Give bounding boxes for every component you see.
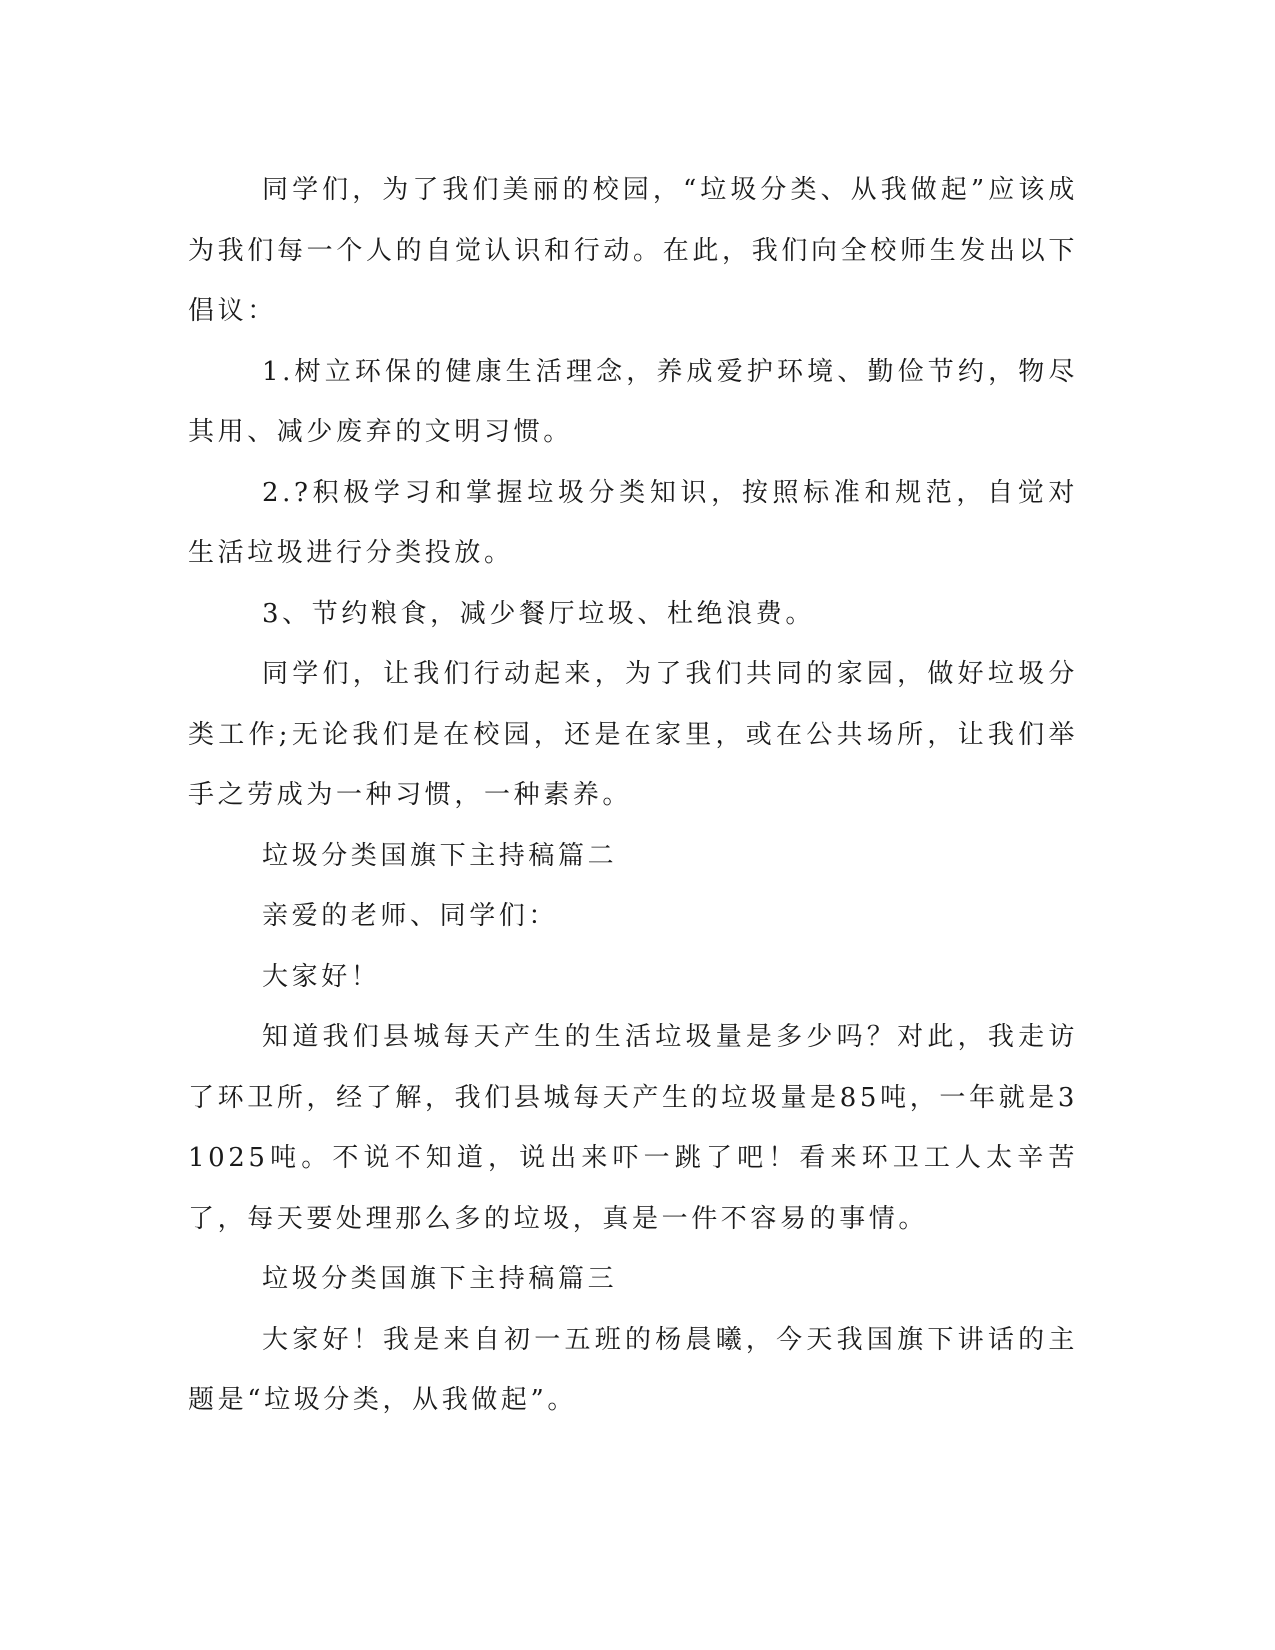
- paragraph-item-1: 1.树立环保的健康生活理念，养成爱护环境、勤俭节约，物尽其用、减少废弃的文明习惯。: [188, 356, 1078, 447]
- paragraph-call-to-action: 同学们，让我们行动起来，为了我们共同的家园，做好垃圾分类工作;无论我们是在校园，还是在家里，或在公共场所，让我们举手之劳成为一种习惯，一种素养。: [188, 659, 1078, 810]
- paragraph-intro: 同学们，为了我们美丽的校园，“垃圾分类、从我做起”应该成为我们每一个人的自觉认识和行动。在此，我们向全校师生发出以下倡议：: [188, 175, 1078, 326]
- paragraph-statistics: 知道我们县城每天产生的生活垃圾量是多少吗？对此，我走访了环卫所，经了解，我们县城每天产生的垃圾量是85吨，一年就是31025吨。不说不知道，说出来吓一跳了吧！看来环卫工人太辛苦了，每天要处理那么多的垃圾，真是一件不容易的事情。: [188, 1022, 1078, 1234]
- section-heading-2: 垃圾分类国旗下主持稿篇二: [262, 840, 618, 871]
- paragraph-salutation: 亲爱的老师、同学们：: [262, 901, 559, 931]
- paragraph-item-3: 3、节约粮食，减少餐厅垃圾、杜绝浪费。: [262, 598, 815, 629]
- paragraph-speech-opening: 大家好！我是来自初一五班的杨晨曦，今天我国旗下讲话的主题是“垃圾分类，从我做起”。: [188, 1324, 1078, 1415]
- paragraph-item-2: 2.?积极学习和掌握垃圾分类知识，按照标准和规范，自觉对生活垃圾进行分类投放。: [188, 477, 1078, 568]
- document-body: [188, 160, 1078, 1431]
- section-heading-3: 垃圾分类国旗下主持稿篇三: [262, 1264, 618, 1294]
- paragraph-greeting: 大家好！: [262, 961, 381, 992]
